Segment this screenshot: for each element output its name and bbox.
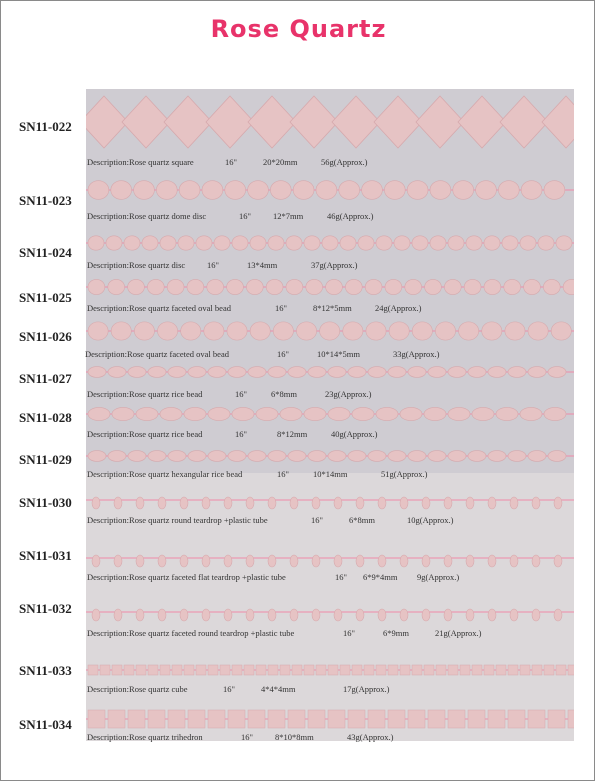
bead-strand-image [86,447,574,465]
product-code: SN11-031 [19,548,72,563]
strand-length: 16" [239,211,251,221]
strand-length: 16" [223,684,235,694]
bead-size: 10*14mm [313,469,348,479]
description-text: Description:Rose quartz rice bead [87,429,203,439]
description-text: Description:Rose quartz faceted oval bead [87,303,231,313]
product-code: SN11-030 [19,495,72,510]
bead-size: 4*4*4mm [261,684,296,694]
bead-strand-image [86,403,574,425]
description-text: Description:Rose quartz hexangular rice bead [87,469,243,479]
product-code: SN11-026 [19,329,72,344]
description-text: Description:Rose quartz dome disc [87,211,207,221]
bead-size: 12*7mm [273,211,304,221]
strand-weight: 37g(Approx.) [311,260,358,270]
strand-weight: 33g(Approx.) [393,349,440,359]
product-code: SN11-024 [19,245,72,260]
strand-length: 16" [343,628,355,638]
bead-strand-image [86,707,574,731]
description-text: Description:Rose quartz disc [87,260,186,270]
description-text: Description:Rose quartz cube [87,684,188,694]
strand-length: 16" [241,732,253,742]
strand-weight: 9g(Approx.) [417,572,460,582]
product-code: SN11-032 [19,601,72,616]
strand-length: 16" [225,157,237,167]
strand-weight: 21g(Approx.) [435,628,482,638]
description-text: Description:Rose quartz faceted oval bead [85,349,229,359]
strand-weight: 23g(Approx.) [325,389,372,399]
bead-size: 8*12mm [277,429,308,439]
description-text: Description:Rose quartz faceted flat teardrop +plastic tube [87,572,286,582]
bead-strand-image [86,547,574,569]
bead-size: 13*4mm [247,260,278,270]
bead-strand-image [86,489,574,511]
description-text: Description:Rose quartz faceted round teardrop +plastic tube [87,628,295,638]
bead-size: 20*20mm [263,157,298,167]
strand-length: 16" [311,515,323,525]
bead-size: 10*14*5mm [317,349,360,359]
bead-size: 8*10*8mm [275,732,314,742]
strand-length: 16" [207,260,219,270]
bead-size: 8*12*5mm [313,303,352,313]
bead-strand-image [86,233,574,253]
bead-strand-image [86,277,574,297]
bead-size: 6*8mm [271,389,297,399]
description-text: Description:Rose quartz square [87,157,194,167]
bead-strand-image [86,661,574,679]
product-code: SN11-034 [19,717,72,732]
bead-strand-image [86,601,574,623]
description-text: Description:Rose quartz rice bead [87,389,203,399]
bead-strand-image [86,363,574,381]
strand-length: 16" [235,429,247,439]
strand-length: 16" [235,389,247,399]
bead-size: 6*9mm [383,628,409,638]
strand-weight: 46g(Approx.) [327,211,374,221]
product-code: SN11-033 [19,663,72,678]
bead-size: 6*8mm [349,515,375,525]
strand-weight: 56g(Approx.) [321,157,368,167]
bead-strand-image [86,319,574,343]
strand-weight: 24g(Approx.) [375,303,422,313]
strand-length: 16" [275,303,287,313]
product-code: SN11-025 [19,290,72,305]
product-code: SN11-029 [19,452,72,467]
strand-weight: 17g(Approx.) [343,684,390,694]
strand-weight: 10g(Approx.) [407,515,454,525]
product-code: SN11-022 [19,119,72,134]
product-code: SN11-027 [19,371,72,386]
product-code: SN11-028 [19,410,72,425]
strand-length: 16" [277,469,289,479]
strand-length: 16" [335,572,347,582]
product-code: SN11-023 [19,193,72,208]
bead-size: 6*9*4mm [363,572,398,582]
strand-length: 16" [277,349,289,359]
strand-weight: 51g(Approx.) [381,469,428,479]
description-text: Description:Rose quartz round teardrop +plastic tube [87,515,268,525]
page-title: Rose Quartz [210,15,387,43]
bead-strand-image [86,91,574,153]
bead-strand-image [86,177,574,203]
description-text: Description:Rose quartz trihedron [87,732,203,742]
strand-weight: 40g(Approx.) [331,429,378,439]
strand-weight: 43g(Approx.) [347,732,394,742]
